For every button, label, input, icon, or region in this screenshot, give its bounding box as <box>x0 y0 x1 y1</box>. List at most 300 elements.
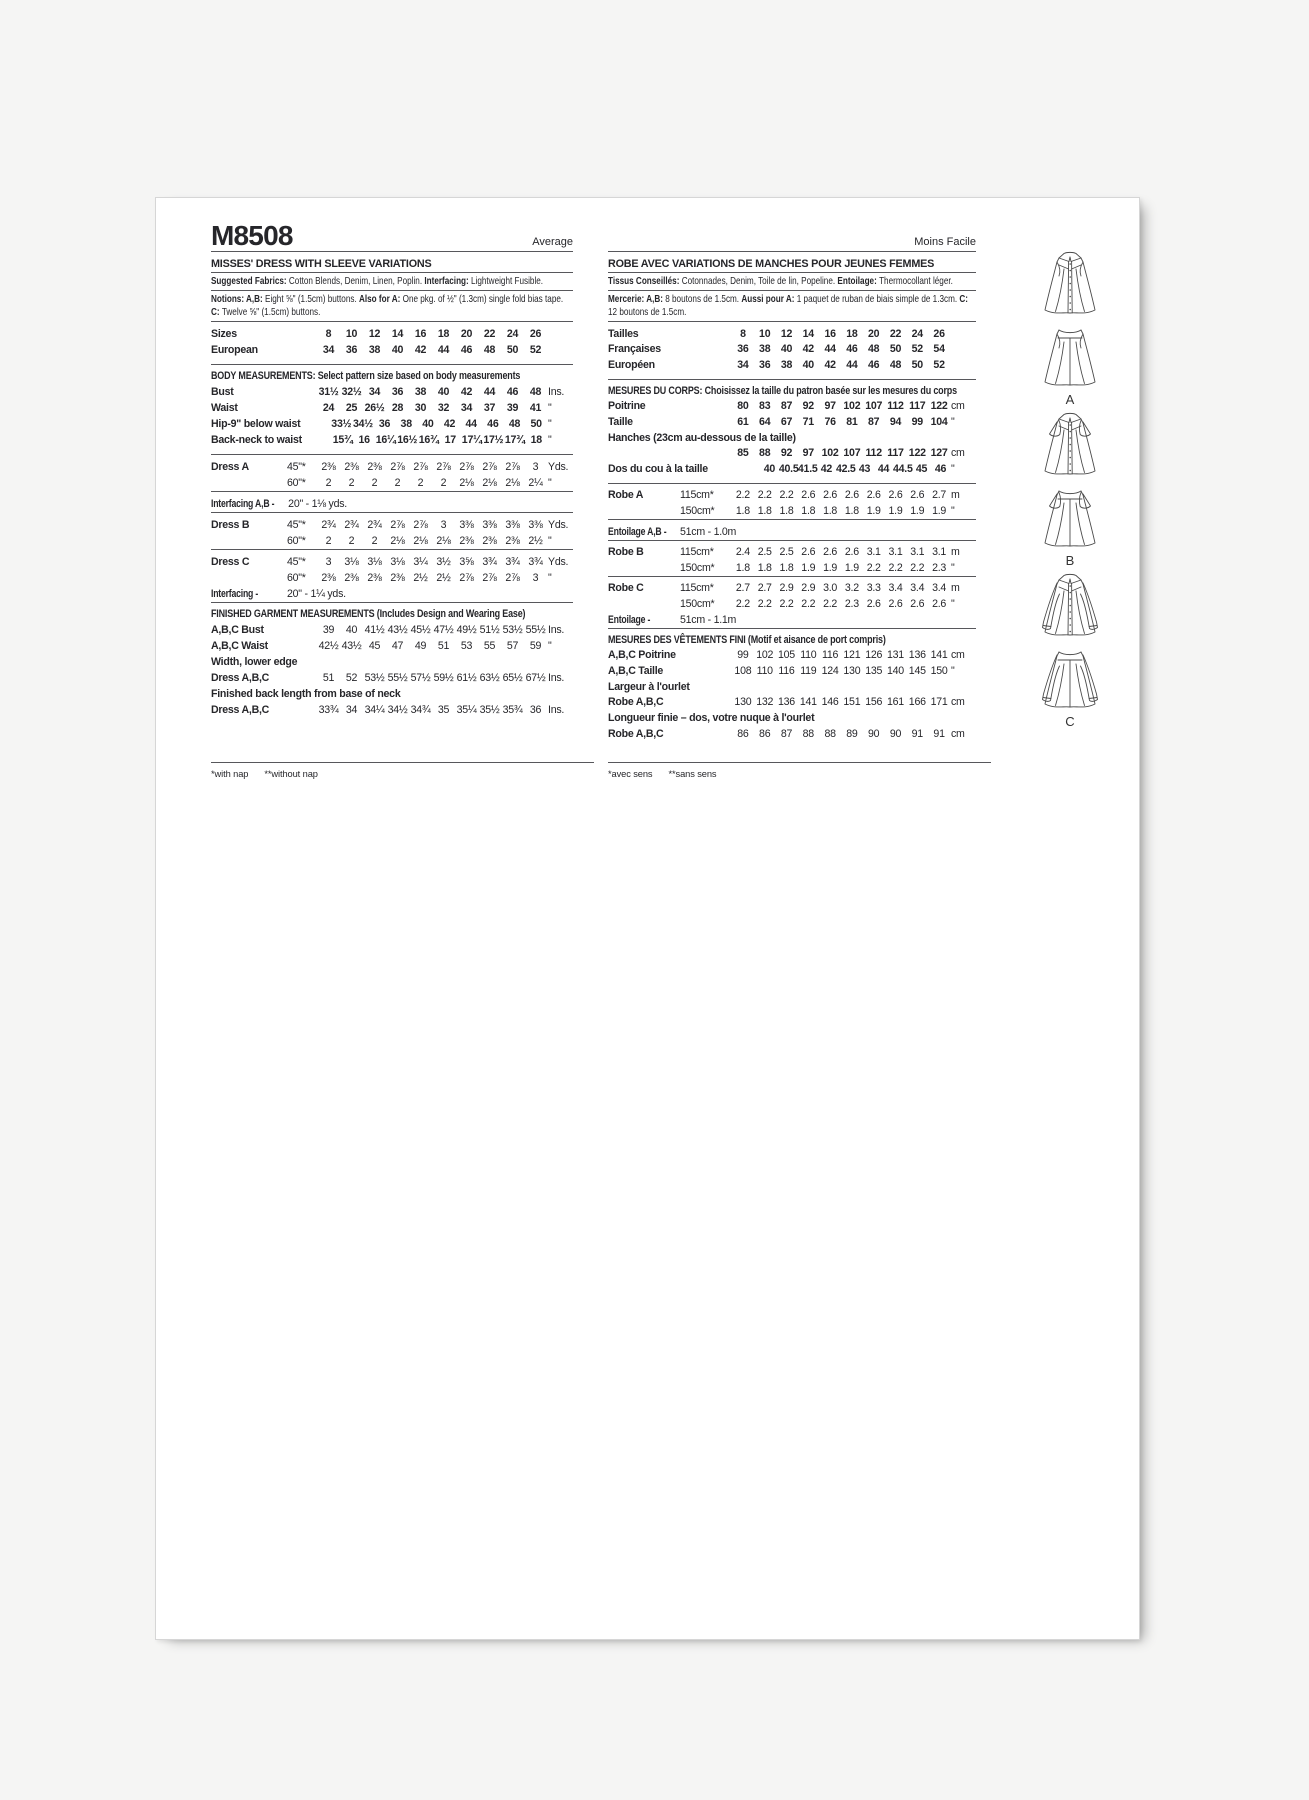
table-row <box>608 579 976 595</box>
nap-footnote: *with nap <box>211 769 249 779</box>
value-cell: 2.9 <box>779 582 794 594</box>
value-cell: 141 <box>799 696 817 708</box>
width-cell: 115cm* <box>680 546 714 558</box>
value-cell: 2½ <box>413 572 428 584</box>
value-cell: 116 <box>778 664 795 677</box>
value-cell: 3⅜ <box>505 519 520 531</box>
value-cell: 44 <box>437 344 450 356</box>
value-cell: 45 <box>368 640 381 652</box>
value-cell: 2.6 <box>866 489 881 501</box>
row-label: Dos du cou à la taille <box>608 462 708 475</box>
value-cell: 17 <box>444 434 456 446</box>
row-label: Waist <box>211 402 238 414</box>
value-cell: 80 <box>737 400 749 412</box>
value-cell: 59 <box>529 640 542 652</box>
value-cell: 50 <box>889 343 902 355</box>
value-cell: 2.4 <box>735 546 750 558</box>
divider <box>608 540 976 541</box>
body-measurements-table <box>211 382 573 446</box>
value-cell: 14 <box>802 327 814 340</box>
table-row <box>211 668 573 684</box>
value-cell: 59½ <box>433 672 454 684</box>
divider <box>608 290 976 291</box>
value-cell: 171 <box>930 696 948 708</box>
unit-cell: " <box>950 561 955 574</box>
value-cell: 2⅜ <box>482 535 497 547</box>
value-cell: 3.1 <box>910 546 925 558</box>
value-cell: 26 <box>933 327 945 340</box>
value-cell: 1.9 <box>823 561 838 574</box>
value-cell: 38 <box>780 358 793 371</box>
table-row <box>608 724 976 740</box>
row-label: Dress A,B,C <box>211 704 270 716</box>
value-cell: 2⅜ <box>505 535 520 547</box>
value-cell: 16½ <box>397 434 418 446</box>
value-cell: 3 <box>532 572 539 584</box>
width-cell: 150cm* <box>680 597 715 610</box>
value-cell: 94 <box>889 415 902 428</box>
table-row <box>211 568 573 584</box>
value-cell: 3¾ <box>482 556 497 568</box>
value-cell: 3⅛ <box>390 556 405 568</box>
width-cell: 115cm* <box>680 582 714 594</box>
value-cell: 3 <box>532 461 539 473</box>
width-cell: 45"* <box>287 461 306 473</box>
value-cell: 150 <box>930 664 948 677</box>
row-label: A,B,C Bust <box>211 624 264 636</box>
value-cell: 87 <box>780 727 793 740</box>
unit-cell: cm <box>950 727 965 740</box>
width-cell: 45"* <box>287 519 306 531</box>
value-cell: 3.4 <box>932 582 947 594</box>
dress-a-front-illustration <box>1036 248 1104 318</box>
table-row <box>211 457 573 473</box>
divider <box>211 290 573 291</box>
value-cell: 55½ <box>387 672 408 684</box>
body-measurements-header: BODY MEASUREMENTS: Select pattern size based on body measurements <box>211 370 521 382</box>
value-cell: 85 <box>737 447 749 459</box>
table-subheader: Finished back length from base of neck <box>211 688 401 700</box>
value-cell: 36 <box>759 358 771 371</box>
value-cell: 35¼ <box>456 704 477 716</box>
value-cell: 2.6 <box>844 546 859 558</box>
value-cell: 2⅞ <box>390 461 405 473</box>
value-cell: 140 <box>887 664 904 677</box>
row-label: Dress A,B,C <box>211 672 270 684</box>
value-cell: 34 <box>737 358 749 371</box>
value-cell: 33½ <box>331 418 352 430</box>
value-cell: 32½ <box>341 386 362 398</box>
value-cell: 51½ <box>479 624 500 636</box>
value-cell: 52 <box>345 672 358 684</box>
value-cell: 20 <box>460 328 473 340</box>
value-cell: 67 <box>780 415 793 428</box>
value-cell: 39 <box>506 402 519 414</box>
value-cell: 3½ <box>436 556 451 568</box>
value-cell: 46 <box>868 358 880 371</box>
value-cell: 146 <box>821 696 839 708</box>
width-cell: 150cm* <box>680 561 715 574</box>
value-cell: 141 <box>930 649 948 661</box>
value-cell: 2.5 <box>757 546 772 558</box>
value-cell: 46 <box>934 462 947 475</box>
value-cell: 91 <box>933 727 945 740</box>
value-cell: 44 <box>877 462 890 475</box>
value-cell: 2.6 <box>866 597 881 610</box>
value-cell: 16 <box>824 327 836 340</box>
value-cell: 136 <box>908 649 926 661</box>
value-cell: 2⅞ <box>482 461 497 473</box>
value-cell: 2.3 <box>844 597 859 610</box>
value-cell: 34¾ <box>410 704 431 716</box>
value-cell: 2.6 <box>844 489 859 501</box>
value-cell: 97 <box>802 447 814 459</box>
value-cell: 2.6 <box>801 546 816 558</box>
value-cell: 2⅜ <box>321 461 336 473</box>
unit-cell: " <box>548 402 552 414</box>
value-cell: 2⅜ <box>459 535 474 547</box>
table-row <box>211 473 573 489</box>
difficulty-rating-fr: Moins Facile <box>914 236 976 248</box>
value-cell: 76 <box>824 415 836 428</box>
value-cell: 16 <box>358 434 370 446</box>
unit-cell: " <box>950 597 955 610</box>
mesures-du-corps-header: MESURES DU CORPS: Choisissez la taille du patron basée sur les mesures du corps <box>608 384 957 397</box>
unit-cell: m <box>950 546 960 558</box>
row-label: A,B,C Waist <box>211 640 268 652</box>
value-cell: 2 <box>417 477 424 489</box>
table-row <box>608 324 976 340</box>
value-cell: 45 <box>915 462 928 475</box>
value-cell: 48 <box>483 344 496 356</box>
value-cell: 89 <box>846 727 858 740</box>
value-cell: 2¾ <box>321 519 336 531</box>
unit-cell: " <box>548 477 552 489</box>
unit-cell: cm <box>950 649 965 661</box>
value-cell: 48 <box>889 358 902 371</box>
value-cell: 3¾ <box>528 556 543 568</box>
garment-illustrations <box>1034 248 1106 731</box>
value-cell: 41.5 <box>797 462 818 475</box>
divider <box>211 491 573 492</box>
header-row-fr <box>608 219 976 249</box>
value-cell: 2⅛ <box>459 477 474 489</box>
value-cell: 97 <box>824 400 836 412</box>
value-cell: 1.9 <box>844 561 859 574</box>
value-cell: 34½ <box>387 704 408 716</box>
value-cell: 3.4 <box>910 582 925 594</box>
value-cell: 52 <box>933 358 945 371</box>
table-row <box>211 636 573 652</box>
value-cell: 16¾ <box>418 434 439 446</box>
row-label: Dress A <box>211 461 249 473</box>
value-cell: 17½ <box>483 434 504 446</box>
value-cell: 2.2 <box>910 561 925 574</box>
value-cell: 119 <box>800 664 817 677</box>
width-cell: 45"* <box>287 556 306 568</box>
value-cell: 88 <box>802 727 814 740</box>
value-cell: 2.7 <box>757 582 772 594</box>
value-cell: 107 <box>843 447 861 459</box>
unit-cell: " <box>548 434 552 446</box>
interfacing-c-line: Interfacing - 20" - 1¼ yds. <box>211 588 346 600</box>
value-cell: 42 <box>443 418 456 430</box>
header-row-en <box>211 219 573 249</box>
finished-garment-header: FINISHED GARMENT MEASUREMENTS (Includes Design and Wearing Ease) <box>211 608 526 620</box>
value-cell: 42 <box>460 386 473 398</box>
value-cell: 2.6 <box>823 546 838 558</box>
value-cell: 2.2 <box>735 489 750 501</box>
value-cell: 2 <box>394 477 401 489</box>
value-cell: 24 <box>911 327 923 340</box>
table-row <box>211 515 573 531</box>
row-label: Robe A <box>608 489 644 501</box>
value-cell: 102 <box>756 649 774 661</box>
row-label: Robe B <box>608 546 644 558</box>
value-cell: 3⅛ <box>367 556 382 568</box>
value-cell: 53 <box>460 640 473 652</box>
value-cell: 2⅞ <box>413 519 428 531</box>
value-cell: 2⅞ <box>436 461 451 473</box>
divider <box>211 602 573 603</box>
table-subheader: Width, lower edge <box>211 656 298 668</box>
table-row <box>608 693 976 709</box>
row-label: Bust <box>211 386 234 398</box>
value-cell: 2.6 <box>910 597 925 610</box>
value-cell: 3⅜ <box>528 519 543 531</box>
value-cell: 44 <box>824 343 836 355</box>
value-cell: 1.8 <box>801 504 816 517</box>
value-cell: 40 <box>802 358 814 371</box>
value-cell: 41½ <box>364 624 385 636</box>
value-cell: 3¾ <box>505 556 520 568</box>
value-cell: 55½ <box>525 624 546 636</box>
robe-a-metrage-table <box>608 486 976 517</box>
spacer <box>211 356 573 362</box>
value-cell: 2⅛ <box>390 535 405 547</box>
value-cell: 10 <box>759 327 771 340</box>
value-cell: 34 <box>345 704 358 716</box>
divider <box>608 483 976 484</box>
value-cell: 22 <box>889 327 902 340</box>
value-cell: 17¼ <box>461 434 482 446</box>
row-label: Back-neck to waist <box>211 434 302 446</box>
value-cell: 2.6 <box>801 489 816 501</box>
divider <box>211 762 594 763</box>
value-cell: 12 <box>780 327 793 340</box>
value-cell: 88 <box>759 447 771 459</box>
table-row <box>608 444 976 460</box>
table-subheader: Largeur à l'ourlet <box>608 680 690 693</box>
value-cell: 1.8 <box>779 504 794 517</box>
row-label: Françaises <box>608 343 661 355</box>
spacer <box>608 371 976 377</box>
value-cell: 108 <box>734 664 752 677</box>
value-cell: 17¾ <box>504 434 525 446</box>
table-row <box>211 700 573 716</box>
value-cell: 38 <box>400 418 412 430</box>
value-cell: 51 <box>437 640 450 652</box>
value-cell: 2⅜ <box>390 572 405 584</box>
value-cell: 24 <box>322 402 335 414</box>
value-cell: 86 <box>759 727 771 740</box>
mesures-du-corps-table <box>608 397 976 475</box>
value-cell: 104 <box>930 415 948 428</box>
unit-cell: m <box>950 582 960 594</box>
row-label: Dress C <box>211 556 250 568</box>
footnote-block-en <box>211 762 573 779</box>
unit-cell: " <box>548 572 552 584</box>
value-cell: 2⅜ <box>344 461 359 473</box>
value-cell: 40 <box>345 624 358 636</box>
table-row <box>211 430 573 446</box>
value-cell: 57 <box>506 640 519 652</box>
pattern-number: M8508 <box>211 220 293 251</box>
value-cell: 117 <box>887 447 904 459</box>
value-cell: 99 <box>737 649 749 661</box>
value-cell: 86 <box>737 727 749 740</box>
row-label: Européen <box>608 358 655 371</box>
value-cell: 2⅜ <box>367 461 382 473</box>
value-cell: 52 <box>529 344 542 356</box>
value-cell: 40 <box>763 462 776 475</box>
value-cell: 34 <box>460 402 473 414</box>
divider <box>608 519 976 520</box>
value-cell: 3⅛ <box>344 556 359 568</box>
value-cell: 40.5 <box>778 462 799 475</box>
table-row <box>608 661 976 677</box>
value-cell: 32 <box>437 402 450 414</box>
value-cell: 35 <box>437 704 450 716</box>
value-cell: 50 <box>530 418 542 430</box>
value-cell: 2½ <box>436 572 451 584</box>
value-cell: 3 <box>440 519 447 531</box>
value-cell: 2.2 <box>779 489 794 501</box>
value-cell: 3.1 <box>866 546 881 558</box>
value-cell: 3.4 <box>888 582 903 594</box>
value-cell: 36 <box>529 704 542 716</box>
value-cell: 127 <box>930 447 948 459</box>
value-cell: 92 <box>802 400 814 412</box>
unit-cell: Ins. <box>548 704 565 716</box>
unit-cell: " <box>950 415 955 428</box>
value-cell: 2.2 <box>757 597 772 610</box>
value-cell: 42 <box>824 358 836 371</box>
value-cell: 40 <box>391 344 404 356</box>
value-cell: 34½ <box>352 418 373 430</box>
value-cell: 1.9 <box>910 504 925 517</box>
value-cell: 3.1 <box>932 546 947 558</box>
unit-cell: cm <box>950 447 965 459</box>
tailles-table <box>608 324 976 371</box>
value-cell: 1.8 <box>757 504 772 517</box>
value-cell: 112 <box>865 447 882 459</box>
value-cell: 2 <box>440 477 447 489</box>
value-cell: 45½ <box>410 624 431 636</box>
entoilage-c-line: Entoilage - 51cm - 1.1m <box>608 613 737 626</box>
value-cell: 117 <box>909 400 926 412</box>
table-row <box>211 414 573 430</box>
value-cell: 2.6 <box>888 489 903 501</box>
value-cell: 2.6 <box>932 597 947 610</box>
value-cell: 1.8 <box>735 504 750 517</box>
value-cell: 47 <box>391 640 404 652</box>
unit-cell: m <box>950 489 960 501</box>
divider <box>211 321 573 322</box>
robe-b-metrage-table <box>608 543 976 574</box>
value-cell: 2⅞ <box>505 572 520 584</box>
value-cell: 18 <box>846 327 858 340</box>
divider <box>211 549 573 550</box>
table-row <box>608 397 976 413</box>
unit-cell: Ins. <box>548 624 565 636</box>
value-cell: 110 <box>800 649 817 661</box>
value-cell: 2.7 <box>735 582 750 594</box>
value-cell: 107 <box>865 400 883 412</box>
value-cell: 12 <box>368 328 381 340</box>
value-cell: 47½ <box>433 624 454 636</box>
unit-cell: " <box>950 664 955 677</box>
row-label: Robe A,B,C <box>608 696 664 708</box>
table-row <box>211 324 573 340</box>
pattern-title-fr: ROBE AVEC VARIATIONS DE MANCHES POUR JEUNES FEMMES <box>608 258 935 270</box>
table-row <box>608 594 976 610</box>
value-cell: 91 <box>911 727 923 740</box>
value-cell: 2⅞ <box>505 461 520 473</box>
table-row <box>608 355 976 371</box>
dress-a-back-illustration <box>1036 320 1104 390</box>
value-cell: 2.2 <box>779 597 794 610</box>
value-cell: 14 <box>391 328 404 340</box>
value-cell: 26 <box>529 328 542 340</box>
value-cell: 43½ <box>387 624 408 636</box>
divider <box>608 251 976 252</box>
dress-b-yardage-table <box>211 515 573 547</box>
value-cell: 42½ <box>318 640 339 652</box>
table-row <box>608 501 976 517</box>
row-label: A,B,C Taille <box>608 664 664 677</box>
value-cell: 71 <box>802 415 814 428</box>
value-cell: 49½ <box>456 624 477 636</box>
table-row <box>608 486 976 502</box>
value-cell: 99 <box>911 415 923 428</box>
value-cell: 90 <box>868 727 880 740</box>
width-cell: 150cm* <box>680 504 715 517</box>
value-cell: 67½ <box>525 672 546 684</box>
value-cell: 126 <box>865 649 883 661</box>
value-cell: 20 <box>868 327 880 340</box>
value-cell: 10 <box>345 328 358 340</box>
value-cell: 57½ <box>410 672 431 684</box>
value-cell: 2⅞ <box>459 461 474 473</box>
value-cell: 1.9 <box>888 504 903 517</box>
table-row <box>211 340 573 356</box>
value-cell: 2.6 <box>910 489 925 501</box>
value-cell: 122 <box>930 400 948 412</box>
value-cell: 26½ <box>364 402 385 414</box>
unit-cell: Yds. <box>548 519 569 531</box>
value-cell: 43 <box>858 462 871 475</box>
value-cell: 35½ <box>479 704 500 716</box>
unit-cell: Ins. <box>548 672 565 684</box>
value-cell: 87 <box>780 400 793 412</box>
mesures-vetements-fini-header: MESURES DES VÊTEMENTS FINI (Motif et aisance de port compris) <box>608 633 886 646</box>
value-cell: 1.8 <box>844 504 859 517</box>
value-cell: 38 <box>759 343 771 355</box>
width-cell: 60"* <box>287 535 306 547</box>
value-cell: 34 <box>322 344 335 356</box>
footnote-block-fr <box>608 762 976 779</box>
